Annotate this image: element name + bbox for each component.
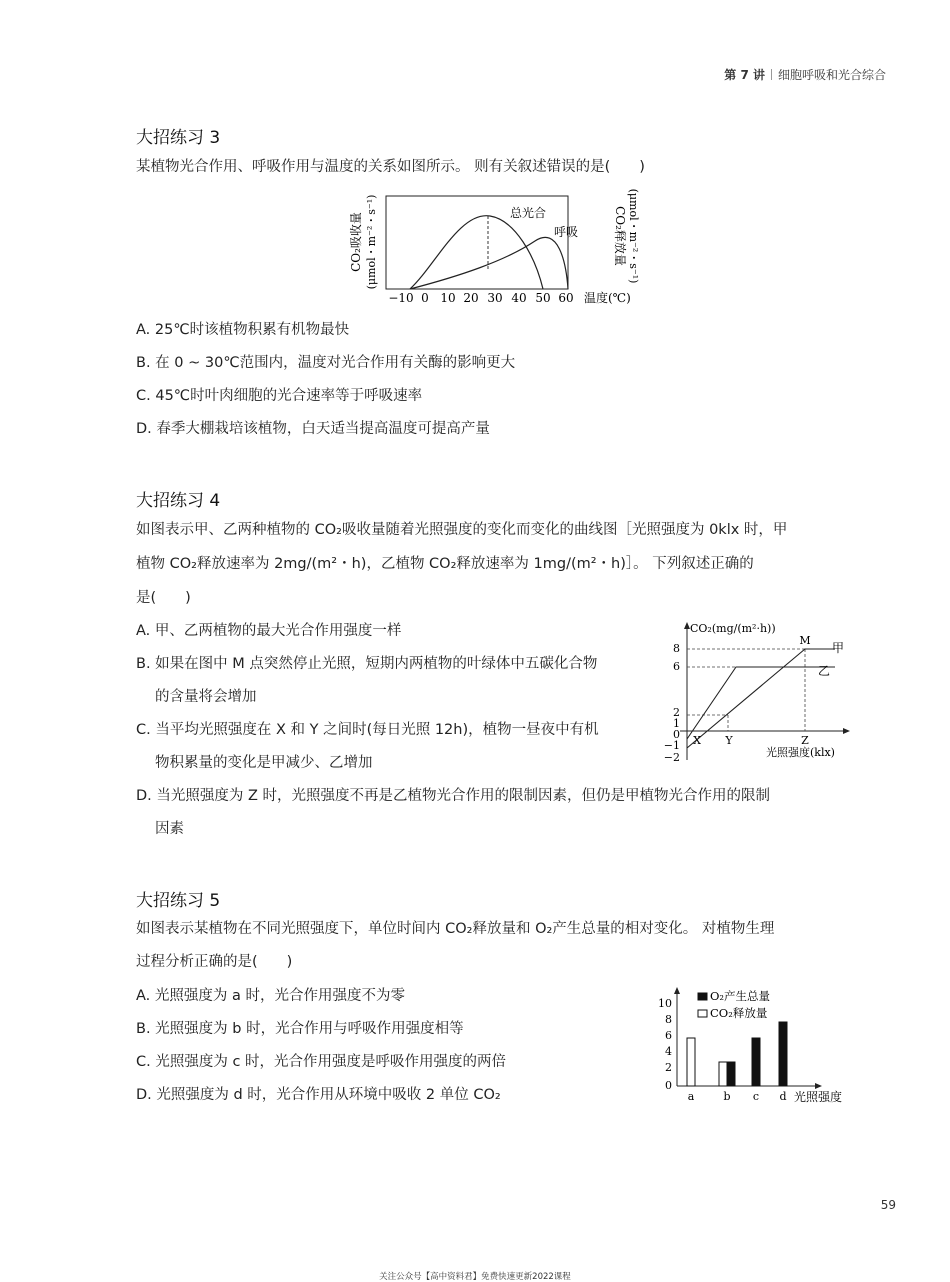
ex5-option-c: C. 光照强度为 c 时，光合作用强度是呼吸作用强度的两倍 bbox=[136, 1054, 507, 1070]
ex4-chart bbox=[660, 618, 860, 766]
ex3-xtick: 0 bbox=[421, 291, 429, 305]
respiration-curve bbox=[410, 237, 568, 289]
ex4-x-arrow bbox=[843, 728, 850, 734]
ex4-curve-jia bbox=[687, 649, 835, 748]
bar-o2-b bbox=[727, 1062, 735, 1086]
ex5-ytick: 4 bbox=[665, 1045, 672, 1058]
ex4-ytick: 6 bbox=[673, 660, 680, 673]
legend-swatch-o2 bbox=[698, 993, 707, 1000]
label-respiration: 呼吸 bbox=[554, 225, 579, 239]
category-label-a: a bbox=[687, 1090, 695, 1103]
ex4-option-b-line1: B. 如果在图中 M 点突然停止光照，短期内两植物的叶绿体中五碳化合物 bbox=[136, 656, 598, 672]
ex4-ylabel: CO₂(mg/(m²·h)) bbox=[690, 622, 776, 635]
label-total-photosynthesis: 总光合 bbox=[510, 206, 547, 220]
ex4-option-b-line2: 的含量将会增加 bbox=[155, 689, 257, 705]
ex4-xmark-z: Z bbox=[801, 734, 809, 747]
ex4-title: 大招练习 4 bbox=[136, 491, 221, 511]
ex4-ytick: 1 bbox=[673, 717, 680, 730]
total-photosynthesis-curve bbox=[410, 216, 543, 289]
header-divider bbox=[771, 69, 772, 80]
ex5-ytick: 6 bbox=[665, 1029, 672, 1042]
ex4-option-a: A. 甲、乙两植物的最大光合作用强度一样 bbox=[136, 623, 402, 639]
ex3-xtick: −10 bbox=[388, 291, 414, 305]
ex3-xtick: 10 bbox=[440, 291, 456, 305]
ex3-question: 某植物光合作用、呼吸作用与温度的关系如图所示。 则有关叙述错误的是( ) bbox=[136, 159, 645, 175]
ex4-option-c-line2: 物积累量的变化是甲减少、乙增加 bbox=[155, 755, 373, 771]
ex3-xlabel: 温度(℃) bbox=[584, 291, 631, 305]
ex4-option-c-line1: C. 当平均光照强度在 X 和 Y 之间时(每日光照 12h)，植物一昼夜中有机 bbox=[136, 722, 599, 738]
ex4-option-d-line1: D. 当光照强度为 Z 时，光照强度不再是乙植物光合作用的限制因素，但仍是甲植物光合作用的限制 bbox=[136, 788, 771, 804]
ex4-curve-yi bbox=[687, 667, 835, 739]
ex3-option-d: D. 春季大棚栽培该植物，白天适当提高温度可提高产量 bbox=[136, 421, 490, 437]
ex5-option-b: B. 光照强度为 b 时，光合作用与呼吸作用强度相等 bbox=[136, 1021, 464, 1037]
ex5-option-d: D. 光照强度为 d 时，光合作用从环境中吸收 2 单位 CO₂ bbox=[136, 1087, 501, 1103]
ex5-xlabel: 光照强度 bbox=[794, 1090, 843, 1104]
ex4-xlabel: 光照强度(klx) bbox=[766, 746, 835, 759]
ex3-xtick: 30 bbox=[487, 291, 503, 305]
ex3-ylabel-right-2: (μmol・m⁻²・s⁻¹) bbox=[627, 188, 640, 284]
ex5-question-line2: 过程分析正确的是( ) bbox=[136, 954, 293, 970]
ex5-ytick: 10 bbox=[658, 997, 672, 1010]
ex3-xtick: 60 bbox=[558, 291, 574, 305]
legend-label-co2: CO₂释放量 bbox=[710, 1006, 768, 1020]
ex4-ytick: 0 bbox=[673, 728, 680, 741]
ex5-bars-group bbox=[687, 1022, 787, 1086]
category-label-c: c bbox=[752, 1090, 760, 1103]
ex3-xtick: 40 bbox=[511, 291, 527, 305]
ex3-chart bbox=[340, 186, 650, 308]
bar-co2-b bbox=[719, 1062, 727, 1086]
category-label-d: d bbox=[779, 1090, 787, 1103]
ex4-question-line3: 是( ) bbox=[136, 590, 191, 606]
footer-note: 关注公众号【高中资料君】免费快速更新2022课程 bbox=[379, 1272, 571, 1282]
ex4-option-d-line2: 因素 bbox=[155, 821, 184, 837]
ex3-ylabel-left-1: CO₂吸收量 bbox=[349, 212, 363, 272]
ex4-question-line1: 如图表示甲、乙两种植物的 CO₂吸收量随着光照强度的变化而变化的曲线图［光照强度为 0klx 时，甲 bbox=[136, 522, 788, 538]
ex3-title: 大招练习 3 bbox=[136, 128, 221, 148]
ex4-point-m: M bbox=[799, 634, 811, 647]
bar-o2-d bbox=[779, 1022, 787, 1086]
ex3-option-c: C. 45℃时叶肉细胞的光合速率等于呼吸速率 bbox=[136, 388, 423, 404]
ex3-xtick: 20 bbox=[463, 291, 479, 305]
bar-o2-c bbox=[752, 1038, 760, 1086]
ex3-ylabel-left-2: (μmol・m⁻²・s⁻¹) bbox=[365, 194, 378, 290]
ex4-xmark-y: Y bbox=[725, 734, 733, 747]
category-label-b: b bbox=[723, 1090, 731, 1103]
ex5-title: 大招练习 5 bbox=[136, 891, 221, 911]
ex5-y-arrow bbox=[674, 987, 680, 994]
ex3-xtick: 50 bbox=[535, 291, 551, 305]
ex4-label-jia: 甲 bbox=[832, 641, 845, 655]
ex4-ytick: −2 bbox=[663, 751, 680, 764]
ex4-ytick: 8 bbox=[673, 642, 680, 655]
ex5-ytick: 2 bbox=[665, 1061, 672, 1074]
page-number: 59 bbox=[880, 1198, 896, 1212]
ex5-option-a: A. 光照强度为 a 时，光合作用强度不为零 bbox=[136, 988, 405, 1004]
ex4-xmark-x: X bbox=[693, 734, 701, 747]
ex5-ytick: 8 bbox=[665, 1013, 672, 1026]
ex3-option-b: B. 在 0 ~ 30℃范围内，温度对光合作用有关酶的影响更大 bbox=[136, 355, 516, 371]
legend-label-o2: O₂产生总量 bbox=[710, 989, 771, 1003]
ex5-ytick: 0 bbox=[665, 1079, 672, 1092]
ex4-question-line2: 植物 CO₂释放速率为 2mg/(m²・h)，乙植物 CO₂释放速率为 1mg/(m²・h)］。 下列叙述正确的 bbox=[136, 556, 754, 572]
lecture-number: 第 7 讲 bbox=[724, 68, 765, 82]
ex5-x-arrow bbox=[815, 1083, 822, 1089]
ex3-ylabel-right-1: CO₂释放量 bbox=[613, 206, 627, 266]
legend-swatch-co2 bbox=[698, 1010, 707, 1017]
running-header bbox=[724, 66, 886, 83]
ex5-category-labels bbox=[688, 1090, 787, 1103]
ex4-label-yi: 乙 bbox=[818, 664, 831, 678]
lecture-topic: 细胞呼吸和光合综合 bbox=[777, 68, 886, 82]
ex4-ytick: 2 bbox=[673, 706, 680, 719]
ex5-bar-chart bbox=[650, 985, 860, 1110]
ex4-ytick: −1 bbox=[663, 739, 680, 752]
ex5-question-line1: 如图表示某植物在不同光照强度下，单位时间内 CO₂释放量和 O₂产生总量的相对变化。 对植物生理 bbox=[136, 921, 775, 937]
bar-co2-a bbox=[687, 1038, 695, 1086]
ex3-option-a: A. 25℃时该植物积累有机物最快 bbox=[136, 322, 350, 338]
